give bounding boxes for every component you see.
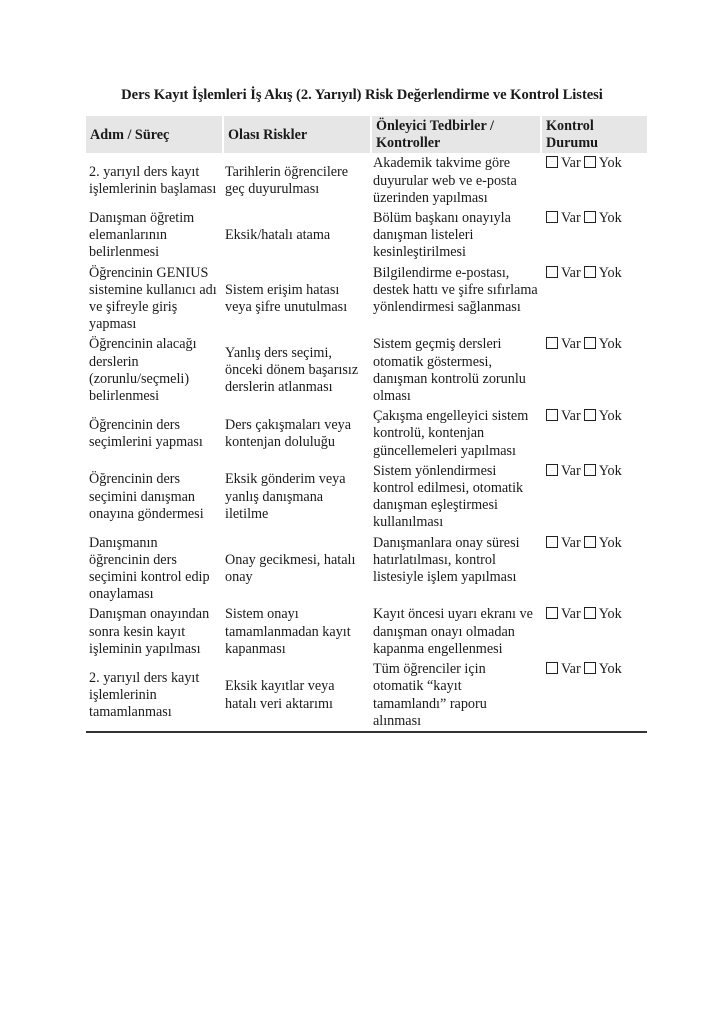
status-cell — [540, 263, 647, 335]
control-cell: Bölüm başkanı onayıyla danışman listeleri kesinleştirilmesi — [373, 210, 511, 261]
status-option-var[interactable] — [546, 336, 581, 352]
var-checkbox-icon[interactable] — [546, 464, 558, 476]
status-option-var[interactable] — [546, 661, 581, 677]
step-cell: Danışman onayından sonra kesin kayıt işleminin yapılması — [89, 606, 210, 657]
risk-cell: Eksik kayıtlar veya hatalı veri aktarımı — [225, 678, 335, 712]
table-row — [86, 659, 647, 731]
yok-checkbox-icon[interactable] — [584, 464, 596, 476]
step-cell: Danışman öğretim elemanlarının belirlenmesi — [89, 210, 195, 261]
risk-cell: Sistem erişim hatası veya şifre unutulması — [225, 281, 348, 316]
status-option-label: Yok — [598, 661, 622, 678]
yok-checkbox-icon[interactable] — [584, 662, 596, 674]
control-cell: Çakışma engelleyici sistem kontrolü, kontenjan güncellemeleri yapılması — [373, 408, 529, 459]
header-status: Kontrol Durumu — [540, 116, 647, 153]
yok-checkbox-icon[interactable] — [584, 536, 596, 548]
control-cell: Sistem geçmiş dersleri otomatik göstermesi, danışman kontrolü zorunlu olması — [373, 336, 526, 405]
status-option-yok[interactable] — [584, 336, 622, 352]
table-row — [86, 533, 647, 605]
risk-cell: Yanlış ders seçimi, önceki dönem başarısız derslerin atlanması — [225, 345, 359, 396]
status-option-label: Var — [561, 264, 581, 281]
table-row — [86, 263, 647, 335]
table-row — [86, 208, 647, 263]
status-option-var[interactable] — [546, 463, 581, 479]
status-option-yok[interactable] — [584, 265, 622, 281]
status-option-label: Yok — [598, 155, 622, 172]
document-title: Ders Kayıt İşlemleri İş Akış (2. Yarıyıl) Risk Değerlendirme ve Kontrol Listesi — [121, 87, 603, 103]
status-cell — [540, 406, 647, 461]
status-option-var[interactable] — [546, 155, 581, 171]
var-checkbox-icon[interactable] — [546, 156, 558, 168]
control-cell: Danışmanlara onay süresi hatırlatılması, kontrol listesiyle işlem yapılması — [373, 534, 520, 586]
risk-cell: Ders çakışmaları veya kontenjan doluluğu — [225, 416, 352, 451]
yok-checkbox-icon[interactable] — [584, 211, 596, 223]
status-option-yok[interactable] — [584, 606, 622, 622]
var-checkbox-icon[interactable] — [546, 662, 558, 674]
status-option-label: Yok — [598, 408, 622, 425]
step-cell: 2. yarıyıl ders kayıt işlemlerinin başlaması — [89, 164, 217, 198]
status-cell — [540, 604, 647, 659]
status-option-label: Var — [561, 155, 581, 172]
table-row — [86, 604, 647, 659]
step-cell: 2. yarıyıl ders kayıt işlemlerinin tamamlanması — [89, 669, 200, 721]
yok-checkbox-icon[interactable] — [584, 607, 596, 619]
var-checkbox-icon[interactable] — [546, 266, 558, 278]
var-checkbox-icon[interactable] — [546, 536, 558, 548]
status-cell — [540, 659, 647, 731]
var-checkbox-icon[interactable] — [546, 211, 558, 223]
header-risks: Olası Riskler — [222, 116, 370, 153]
control-cell: Sistem yönlendirmesi kontrol edilmesi, otomatik danışman eşleştirmesi kullanılması — [373, 462, 524, 531]
status-option-yok[interactable] — [584, 210, 622, 226]
status-option-label: Yok — [598, 606, 622, 623]
status-option-yok[interactable] — [584, 408, 622, 424]
risk-checklist-table — [86, 116, 647, 733]
table-row — [86, 334, 647, 406]
step-cell: Öğrencinin alacağı derslerin (zorunlu/seçmeli) belirlenmesi — [89, 336, 197, 405]
status-option-yok[interactable] — [584, 155, 622, 171]
status-option-label: Var — [561, 336, 581, 353]
header-step: Adım / Süreç — [86, 116, 222, 153]
status-cell — [540, 153, 647, 208]
control-cell: Bilgilendirme e-postası, destek hattı ve şifre sıfırlama yönlendirmesi sağlanması — [373, 264, 538, 316]
status-option-label: Var — [561, 661, 581, 678]
status-option-var[interactable] — [546, 535, 581, 551]
table-row — [86, 461, 647, 533]
status-option-label: Var — [561, 534, 581, 551]
table-row — [86, 406, 647, 461]
status-option-var[interactable] — [546, 210, 581, 226]
risk-cell: Tarihlerin öğrencilere geç duyurulması — [225, 164, 349, 198]
status-option-label: Yok — [598, 534, 622, 551]
status-option-var[interactable] — [546, 606, 581, 622]
status-cell — [540, 461, 647, 533]
status-cell — [540, 208, 647, 263]
status-option-label: Var — [561, 210, 581, 227]
var-checkbox-icon[interactable] — [546, 409, 558, 421]
yok-checkbox-icon[interactable] — [584, 266, 596, 278]
risk-cell: Sistem onayı tamamlanmadan kayıt kapanması — [225, 606, 351, 657]
status-option-yok[interactable] — [584, 463, 622, 479]
status-option-label: Var — [561, 606, 581, 623]
status-option-yok[interactable] — [584, 661, 622, 677]
header-controls: Önleyici Tedbirler / Kontroller — [370, 116, 540, 153]
step-cell: Öğrencinin GENIUS sistemine kullanıcı adı ve şifreyle giriş yapması — [89, 264, 217, 333]
var-checkbox-icon[interactable] — [546, 607, 558, 619]
control-cell: Kayıt öncesi uyarı ekranı ve danışman onayı olmadan kapanma engellenmesi — [373, 606, 533, 657]
table-header-row — [86, 116, 647, 153]
step-cell: Öğrencinin ders seçimlerini yapması — [89, 416, 203, 451]
status-option-label: Var — [561, 462, 581, 479]
risk-cell: Eksik/hatalı atama — [225, 227, 331, 244]
status-option-var[interactable] — [546, 408, 581, 424]
control-cell: Akademik takvime göre duyurular web ve e-posta üzerinden yapılması — [373, 155, 517, 206]
table-row — [86, 153, 647, 208]
var-checkbox-icon[interactable] — [546, 337, 558, 349]
status-option-yok[interactable] — [584, 535, 622, 551]
status-cell — [540, 533, 647, 605]
status-option-label: Yok — [598, 462, 622, 479]
yok-checkbox-icon[interactable] — [584, 337, 596, 349]
yok-checkbox-icon[interactable] — [584, 156, 596, 168]
step-cell: Öğrencinin ders seçimini danışman onayına göndermesi — [89, 471, 204, 522]
yok-checkbox-icon[interactable] — [584, 409, 596, 421]
status-option-label: Yok — [598, 264, 622, 281]
step-cell: Danışmanın öğrencinin ders seçimini kontrol edip onaylaması — [89, 534, 210, 603]
risk-cell: Onay gecikmesi, hatalı onay — [225, 551, 356, 586]
status-cell — [540, 334, 647, 406]
status-option-label: Yok — [598, 210, 622, 227]
status-option-label: Var — [561, 408, 581, 425]
status-option-var[interactable] — [546, 265, 581, 281]
control-cell: Tüm öğrenciler için otomatik “kayıt tamamlandı” raporu alınması — [373, 661, 487, 729]
status-option-label: Yok — [598, 336, 622, 353]
risk-cell: Eksik gönderim veya yanlış danışmana iletilme — [225, 471, 346, 522]
